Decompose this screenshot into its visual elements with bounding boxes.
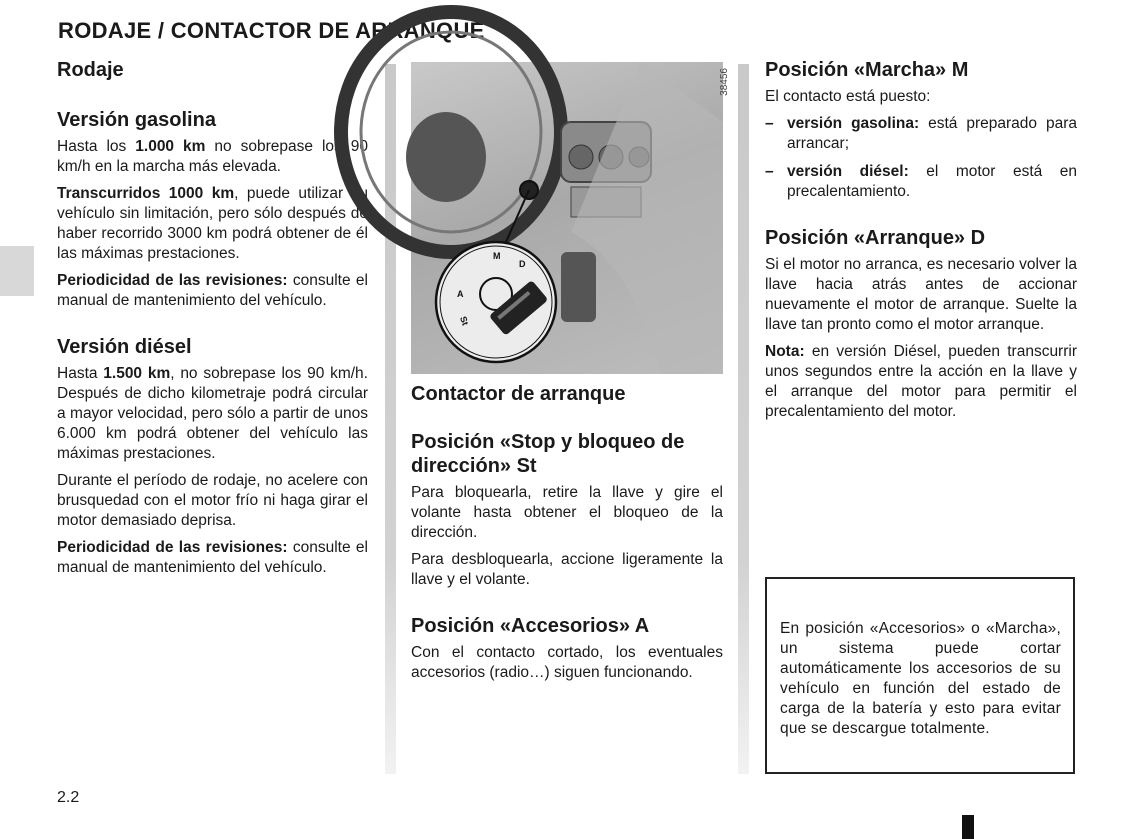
switch-label-d: D [519, 259, 526, 269]
heading-posicion-stop: Posición «Stop y bloqueo de dirección» St [411, 431, 685, 477]
paragraph: Con el contacto cortado, los eventuales accesorios (radio…) siguen funcionando. [411, 644, 723, 681]
paragraph: Si el motor no arranca, es necesario volver la llave hacia atrás antes de accionar nuevamente el motor de arranque. Suelte la llave tan pronto como el motor arranque. [765, 256, 1077, 333]
column-rodaje [57, 58, 368, 585]
column-posiciones [765, 58, 1077, 429]
marcha-list [765, 114, 1077, 202]
heading-posicion-accesorios: Posición «Accesorios» A [411, 615, 650, 637]
info-box-text: En posición «Accesorios» o «Marcha», un sistema puede cortar automáticamente los accesorios de su vehículo en función del estado de carga de la batería y esto para evitar que se descargue totalmente. [780, 620, 1061, 737]
dashboard-drawing [411, 62, 723, 374]
paragraph: Para bloquearla, retire la llave y gire el volante hasta obtener el bloqueo de la dirección. [411, 484, 723, 541]
section-title-rodaje: Rodaje [57, 59, 124, 81]
ignition-switch-illustration [411, 62, 730, 374]
chapter-tab [0, 246, 34, 296]
column-divider [738, 64, 749, 774]
paragraph: El contacto está puesto: [765, 88, 931, 105]
column-contactor [411, 58, 730, 690]
paragraph: Hasta los 1.000 km no sobrepase los 90 km/h en la marcha más elevada. [57, 138, 369, 175]
paragraph: Durante el período de rodaje, no acelere con brusquedad con el motor frío ni haga girar el motor demasiado deprisa. [57, 472, 368, 529]
print-mark [962, 815, 974, 839]
paragraph: Nota: en versión Diésel, pueden transcurrir unos segundos entre la acción en la llave y el arranque del motor para permitir el precalentamiento del motor. [765, 343, 1077, 420]
column-divider [385, 64, 396, 774]
heading-posicion-arranque: Posición «Arranque» D [765, 227, 986, 249]
list-item: – versión diésel: el motor está en precalentamiento. [765, 163, 1077, 200]
page-number: 2.2 [57, 789, 80, 806]
figure-number: 38456 [719, 68, 730, 96]
switch-label-st: St [457, 314, 471, 327]
paragraph: Periodicidad de las revisiones: consulte el manual de mantenimiento del vehículo. [57, 272, 368, 309]
paragraph: Transcurridos 1000 km, puede utilizar su vehículo sin limitación, pero sólo después de haber recorrido 3000 km podrá obtener de él las máximas prestaciones. [57, 185, 368, 262]
info-box [765, 577, 1075, 774]
paragraph: Periodicidad de las revisiones: consulte el manual de mantenimiento del vehículo. [57, 539, 368, 576]
switch-label-a: A [457, 289, 464, 299]
paragraph: Para desbloquearla, accione ligeramente la llave y el volante. [411, 551, 723, 588]
heading-contactor-arranque: Contactor de arranque [411, 383, 626, 405]
heading-posicion-marcha: Posición «Marcha» M [765, 59, 969, 81]
heading-version-gasolina: Versión gasolina [57, 109, 216, 131]
page-title: RODAJE / CONTACTOR DE ARRANQUE [58, 18, 485, 43]
paragraph: Hasta 1.500 km, no sobrepase los 90 km/h. Después de dicho kilometraje podrá circular a mayor velocidad, pero sólo a partir de unos 6.000 km podrá obtener del vehículo las máximas prestaciones. [57, 365, 368, 462]
switch-label-m: M [493, 251, 501, 261]
heading-version-diesel: Versión diésel [57, 336, 192, 358]
list-item: – versión gasolina: está preparado para arrancar; [765, 115, 1078, 152]
